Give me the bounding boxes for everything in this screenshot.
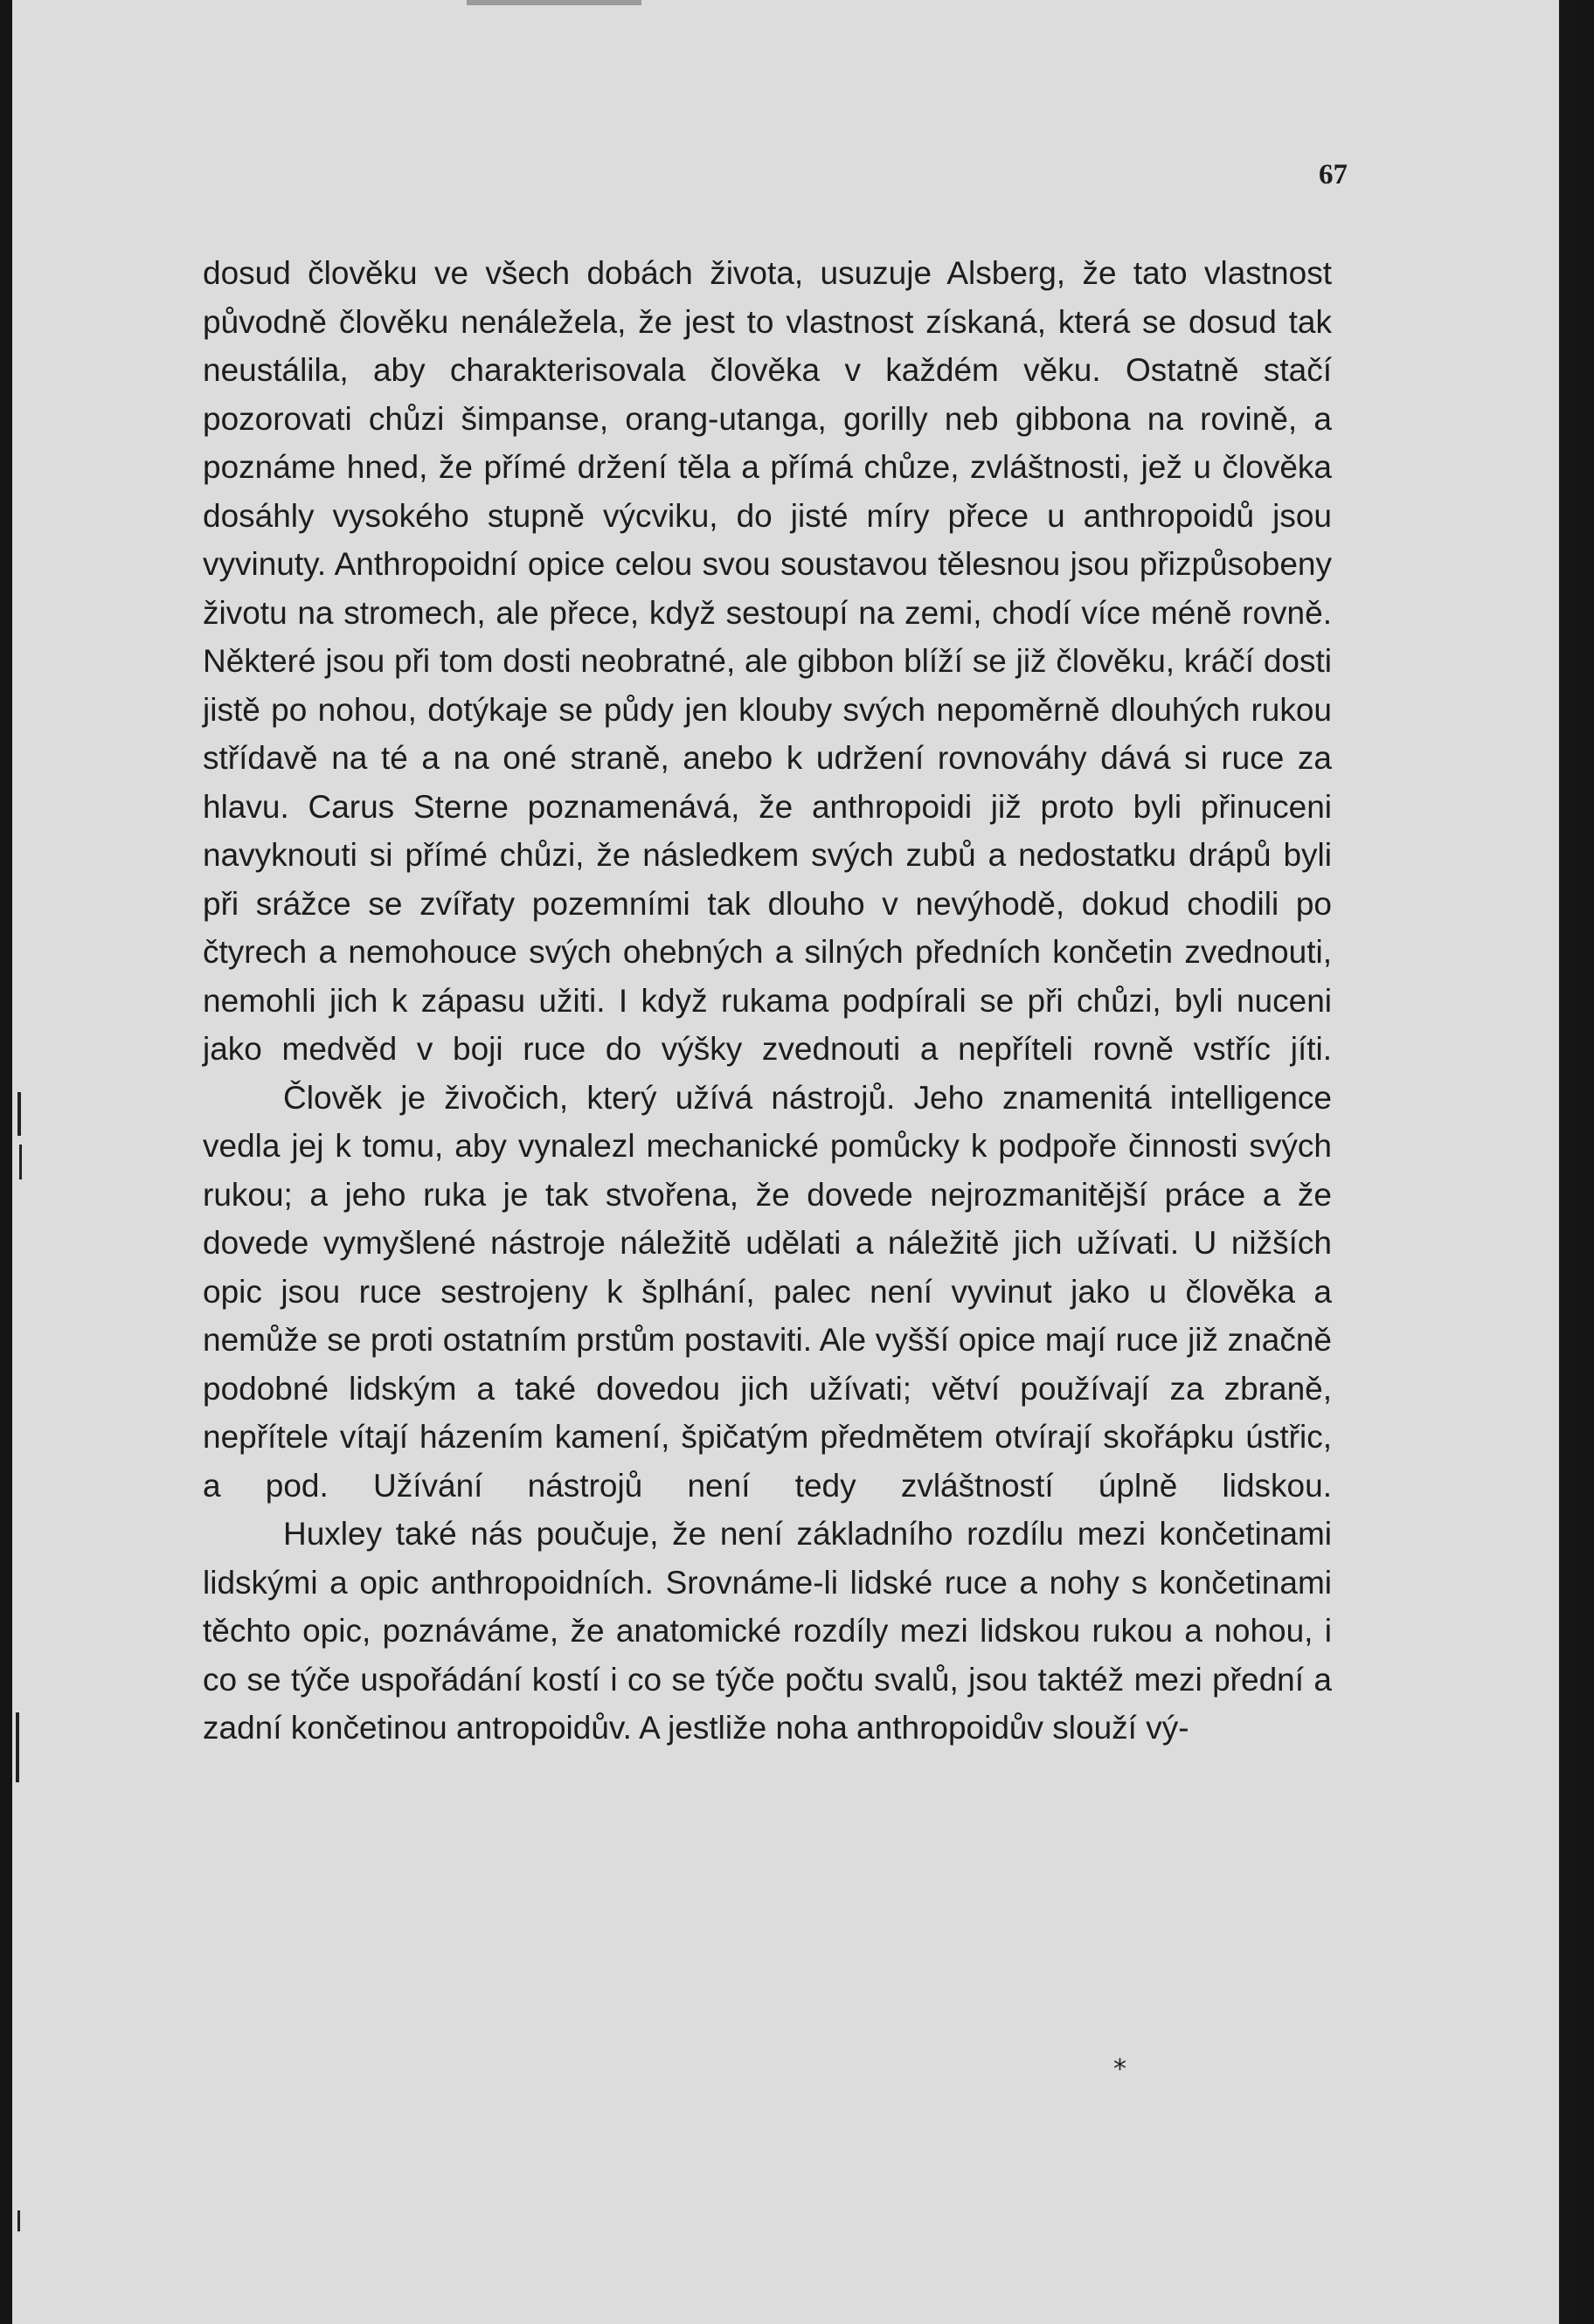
scan-artifact — [17, 2210, 20, 2231]
scan-artifact — [17, 1092, 21, 1136]
scan-shadow — [467, 0, 641, 5]
page-number: 67 — [1319, 159, 1348, 190]
book-page — [12, 0, 1577, 2324]
scan-artifact — [16, 1712, 19, 1782]
page-edge — [1559, 0, 1577, 2324]
paragraph-3: Huxley také nás poučuje, že není základního rozdílu mezi končetinami lidskými a opic anthropoidních. Srovnáme-li lidské ruce a nohy s končetinami těchto opic, poznáváme, že anatomické rozdíly mezi lidskou rukou a nohou, i co se týče uspořádání kostí i co se týče počtu svalů, jsou taktéž mezi přední a zadní končetinou antropoidův. A jestliže noha anthropoidův slouží vý- — [203, 1516, 1332, 1746]
paragraph-1: dosud člověku ve všech dobách života, usuzuje Alsberg, že tato vlastnost původně člověku nenáležela, že jest to vlastnost získaná, která se dosud tak neustálila, aby charakterisovala člověka v každém věku. Ostatně stačí pozorovati chůzi šimpanse, orang-utanga, gorilly neb gibbona na rovině, a poznáme hned, že přímé držení těla a přímá chůze, zvláštnosti, jež u člověka dosáhly vysokého stupně výcviku, do jisté míry přece u anthropoidů jsou vyvinuty. Anthropoidní opice celou svou soustavou tělesnou jsou přizpůsobeny životu na stromech, ale přece, když sestoupí na zemi, chodí více méně rovně. Některé jsou při tom dosti neobratné, ale gibbon blíží se již člověku, kráčí dosti jistě po nohou, dotýkaje se půdy jen klouby svých nepoměrně dlouhých rukou střídavě na té a na oné straně, anebo k udržení rovnováhy dává si ruce za hlavu. Carus Sterne poznamenává, že anthropoidi již proto byli přinuceni navyknouti si přímé chůzi, že následkem svých zubů a nedostatku drápů byli při srážce se zvířaty pozemními tak dlouho v nevýhodě, dokud chodili po čtyrech a nemohouce svých ohebných a silných předních končetin zvednouti, nemohli jich k zápasu užiti. I když rukama podpírali se při chůzi, byli nuceni jako medvěd v boji ruce do výšky zvednouti a nepříteli rovně vstříc jíti. — [203, 255, 1332, 1067]
paragraph-2: Člověk je živočich, který užívá nástrojů. Jeho znamenitá intelligence vedla jej k tomu, aby vynalezl mechanické pomůcky k podpoře činnosti svých rukou; a jeho ruka je tak stvořena, že dovede nejrozmanitější práce a že dovede vymyšlené nástroje náležitě udělati a náležitě jich užívati. U nižších opic jsou ruce sestrojeny k šplhání, palec není vyvinut jako u člověka a nemůže se proti ostatním prstům postaviti. Ale vyšší opice mají ruce již značně podobné lidským a také dovedou jich užívati; větví používají za zbraně, nepřítele vítají házením kamení, špičatým předmětem otvírají skořápku ústřic, a pod. Užívání nástrojů není tedy zvláštností úplně lidskou. — [203, 1079, 1332, 1504]
footnote-asterisk: * — [1113, 2054, 1126, 2085]
scan-artifact — [19, 1145, 22, 1179]
body-text — [203, 249, 1332, 1753]
